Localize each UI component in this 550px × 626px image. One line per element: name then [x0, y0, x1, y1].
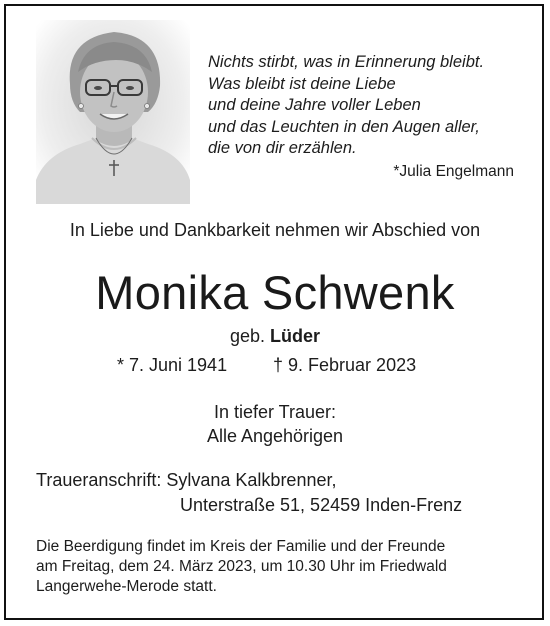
poem-line: die von dir erzählen. — [208, 139, 357, 157]
poem-line: Was bleibt ist deine Liebe — [208, 74, 396, 93]
birth-name — [0, 326, 550, 347]
mourners-names: Alle Angehörigen — [206, 426, 344, 446]
address-line-2: Unterstraße 51, 52459 Inden-Frenz — [180, 495, 463, 515]
poem-line: und deine Jahre voller Leben — [208, 96, 421, 114]
deceased-name: Monika Schwenk — [95, 266, 455, 319]
poem-line: und das Leuchten in den Augen aller, — [208, 117, 480, 136]
birth-name-surname: Lüder — [270, 326, 321, 346]
funeral-line: Langerwehe-Merode statt. — [36, 578, 217, 595]
address-line-1: Traueranschrift: Sylvana Kalkbrenner, — [36, 470, 337, 490]
portrait-photo — [36, 20, 190, 204]
birth-date: * 7. Juni 1941 — [117, 355, 228, 375]
poem-line: Nichts stirbt, was in Erinnerung bleibt. — [208, 53, 485, 71]
funeral-notice — [36, 537, 520, 597]
mourning-heading: In tiefer Trauer: — [213, 402, 337, 422]
poem-author: *Julia Engelmann — [393, 162, 514, 180]
birth-name-prefix: geb. — [229, 326, 265, 346]
mourners-block — [0, 400, 550, 448]
farewell-intro: In Liebe und Dankbarkeit nehmen wir Abschied von — [69, 220, 481, 240]
memorial-poem — [208, 52, 518, 182]
death-date: † 9. Februar 2023 — [273, 355, 417, 375]
funeral-line: Die Beerdigung findet im Kreis der Familie und der Freunde — [36, 538, 446, 555]
mourning-address — [36, 468, 462, 518]
funeral-line: am Freitag, dem 24. März 2023, um 10.30 Uhr im Friedwald — [36, 558, 447, 575]
